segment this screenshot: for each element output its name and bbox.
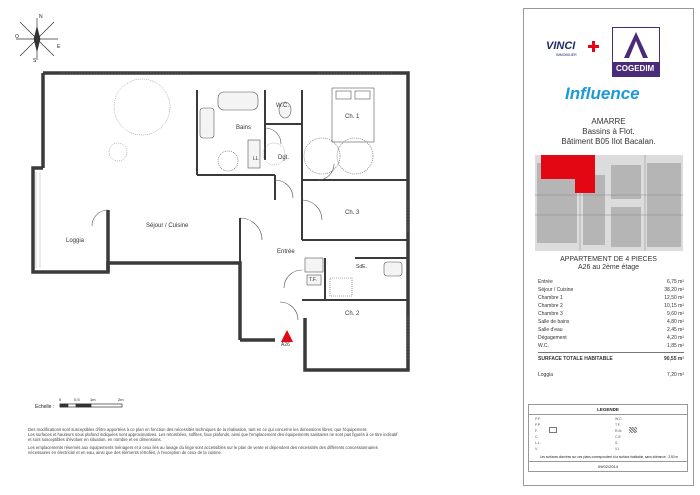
note-line: Des modifications sont susceptibles d'être apportées à ce plan en fonction des nécessités techniques de la réalisation, tant en ce qui concerne les dimensions libres, que l'équipement. (28, 427, 368, 432)
compass-o: O (15, 34, 19, 40)
scale-tick-2: 1m (90, 397, 96, 402)
surface-row: Dégagement 4,20 m² (538, 335, 684, 341)
compass-s: S (33, 58, 37, 64)
surface-row: W.C. 1,85 m² (538, 343, 684, 349)
scale-bar (60, 404, 122, 407)
surface-row: Chambre 3 9,60 m² (538, 311, 684, 317)
room-sde: SdE. (356, 264, 367, 270)
surface-row: Salle de bains 4,80 m² (538, 319, 684, 325)
note-line: Les surfaces et hauteurs sous plafond indiquées sont approximatives. Les retombées, soffites, faux plafonds, ainsi que l'emplacement des équipements sanitaires ne sont pas figurés à ce titre indicatif (28, 432, 398, 437)
entrance-marker (281, 330, 293, 342)
room-entree: Entrée (277, 249, 295, 255)
room-tf: T.F. (309, 277, 317, 283)
room-ch3: Ch. 3 (345, 210, 360, 216)
compass-n: N (39, 14, 43, 20)
legend (528, 404, 688, 472)
project-site: Bassins à Flot. (582, 127, 635, 136)
cogedim-logo: COGEDIM (612, 27, 660, 77)
room-loggia: Loggia (66, 238, 85, 244)
note-line: Les emplacements réservés aux équipements ménagers et à ceux liés au lavage du linge sont accessibles sur le plan de vente et dépendent des nécessités des différents concessionnaires (28, 445, 378, 450)
surface-row: Entrée 6,75 m² (538, 279, 684, 285)
legend-item: V.I. (615, 447, 620, 451)
room-dgt: Dgt. (278, 155, 290, 161)
room-sejour: Séjour / Cuisine (146, 223, 189, 229)
legend-item: L.L. (535, 441, 541, 445)
legend-item: V. (535, 447, 538, 451)
total-surface-row: SURFACE TOTALE HABITABLE 90,55 m² (538, 356, 684, 362)
scale-tick-0: 0 (59, 397, 62, 402)
compass-e: E (57, 44, 61, 50)
legend-date: 09/02/2014 (597, 464, 619, 469)
room-wc: W.C. (276, 103, 289, 109)
scale-tick-3: 2m (118, 397, 124, 402)
influence-logo: Influence (565, 84, 640, 103)
surface-row: Chambre 1 12,50 m² (538, 295, 684, 301)
room-ch2: Ch. 2 (345, 311, 360, 317)
legend-item: F.P. (535, 423, 541, 427)
room-ll: LL (253, 156, 259, 162)
legend-title: LEGENDE (597, 407, 619, 412)
legend-item: P.F. (535, 417, 541, 421)
surface-row: Chambre 2 10,15 m² (538, 303, 684, 309)
legend-item: T.F. (615, 423, 621, 427)
apartment-type: APPARTEMENT DE 4 PIECES (560, 256, 657, 263)
legend-item: C. (535, 435, 539, 439)
legend-item: R.M. (615, 429, 623, 433)
loggia-row: Loggia 7,20 m² (538, 372, 684, 378)
project-name: AMARRE (591, 117, 626, 126)
scale-label: Echelle : (35, 404, 55, 410)
legend-item: F. (535, 429, 538, 433)
legend-footer: Les surfaces données sur ces plans correspondent à la surface habitable, sans tolérance : 2,50 m (539, 455, 679, 459)
unit-label: A26 (281, 342, 290, 348)
room-bains: Bains (236, 125, 252, 131)
apartment-ref: A26 au 2ème étage (577, 264, 640, 271)
room-ch1: Ch. 1 (345, 114, 360, 120)
surface-row: Séjour / Cuisine 38,20 m² (538, 287, 684, 293)
project-building: Bâtiment B05 Ilot Bacalan. (561, 137, 656, 146)
disclaimer (28, 427, 498, 455)
note-line: et sont susceptibles d'évoluer en situation, en nombre et en dimensions. (28, 437, 162, 442)
compass-rose (16, 18, 61, 60)
scale-tick-1: 0.5 (74, 397, 80, 402)
legend-item: S. (615, 441, 619, 445)
surface-row: Salle d'eau 2,45 m² (538, 327, 684, 333)
legend-item: W.C. (615, 417, 623, 421)
location-map (535, 155, 683, 251)
cogedim-a-icon (623, 31, 649, 59)
note-line: nécessaires en électricité et en eau, ainsi que des éléments rétrofiés, à l'exception de ceux de la cuisine. (28, 450, 223, 455)
total-divider (538, 352, 684, 353)
vinci-logo: VINCI IMMOBILIER (546, 40, 606, 64)
legend-item: C.E. (615, 435, 622, 439)
